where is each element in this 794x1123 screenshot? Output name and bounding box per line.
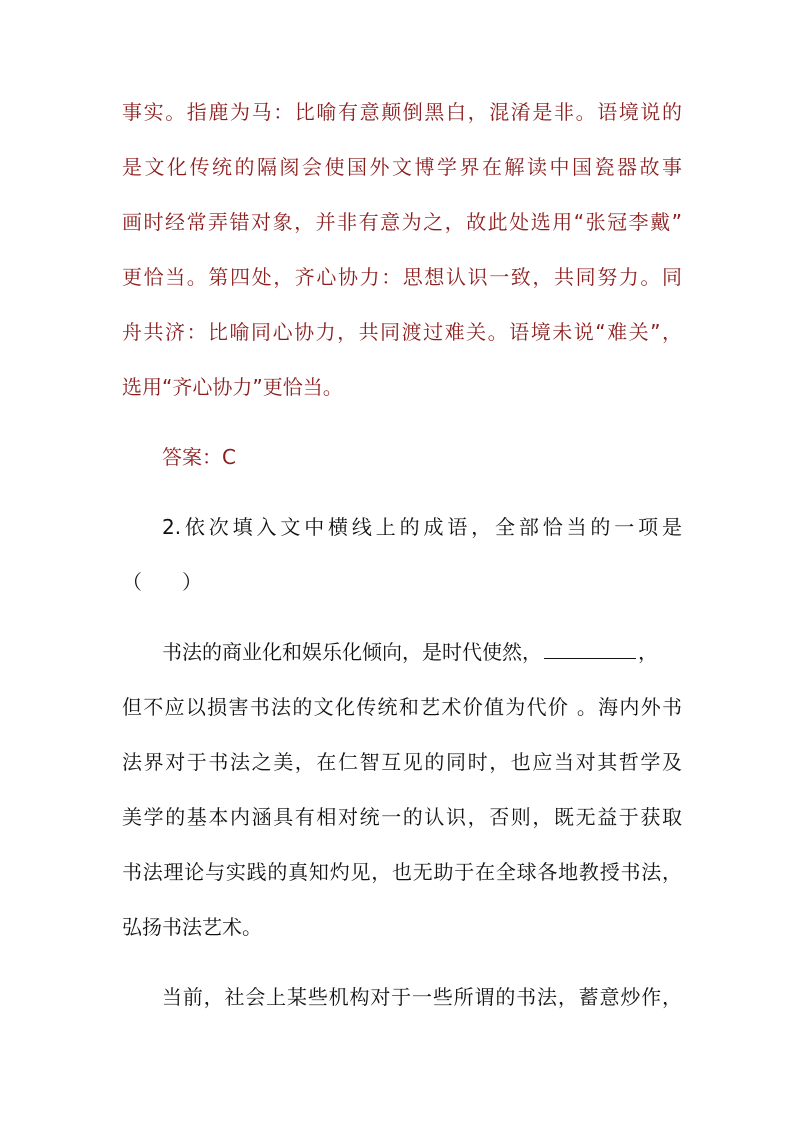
passage-line-6: 弘扬书法艺术。: [122, 915, 262, 939]
passage-paragraph-2-line-1: 当前，社会上某些机构对于一些所谓的书法，蓄意炒作，: [162, 985, 682, 1009]
answer-text: 答案：C: [162, 445, 236, 469]
passage-line-1: [162, 638, 682, 666]
explanation-line-6: 选用“齐心协力”更恰当。: [122, 375, 343, 399]
explanation-line-4: 更恰当。第四处，齐心协力：思想认识一致，共同努力。同: [122, 265, 682, 289]
explanation-line-5: 舟共济：比喻同心协力，共同渡过难关。语境未说“难关”，: [122, 320, 682, 344]
explanation-line-1: 事实。指鹿为马：比喻有意颠倒黑白，混淆是非。语境说的: [122, 100, 682, 124]
fill-in-blank: [544, 638, 636, 659]
question-line-1: 2.依次填入文中横线上的成语，全部恰当的一项是: [162, 515, 682, 539]
passage-line-5: 书法理论与实践的真知灼见，也无助于在全球各地教授书法，: [122, 860, 682, 884]
passage-line-3: 法界对于书法之美，在仁智互见的同时，也应当对其哲学及: [122, 750, 682, 774]
explanation-line-2: 是文化传统的隔阂会使国外文博学界在解读中国瓷器故事: [122, 155, 682, 179]
passage-line-2: 但不应以损害书法的文化传统和艺术价值为代价 。海内外书: [122, 695, 682, 719]
passage-line-1-comma: ，: [638, 640, 658, 664]
explanation-line-3: 画时经常弄错对象，并非有意为之，故此处选用“张冠李戴”: [122, 210, 682, 234]
passage-line-4: 美学的基本内涵具有相对统一的认识，否则，既无益于获取: [122, 805, 682, 829]
question-answer-brackets: （ ）: [122, 570, 202, 594]
passage-line-1-text: 书法的商业化和娱乐化倾向，是时代使然，: [162, 640, 542, 664]
